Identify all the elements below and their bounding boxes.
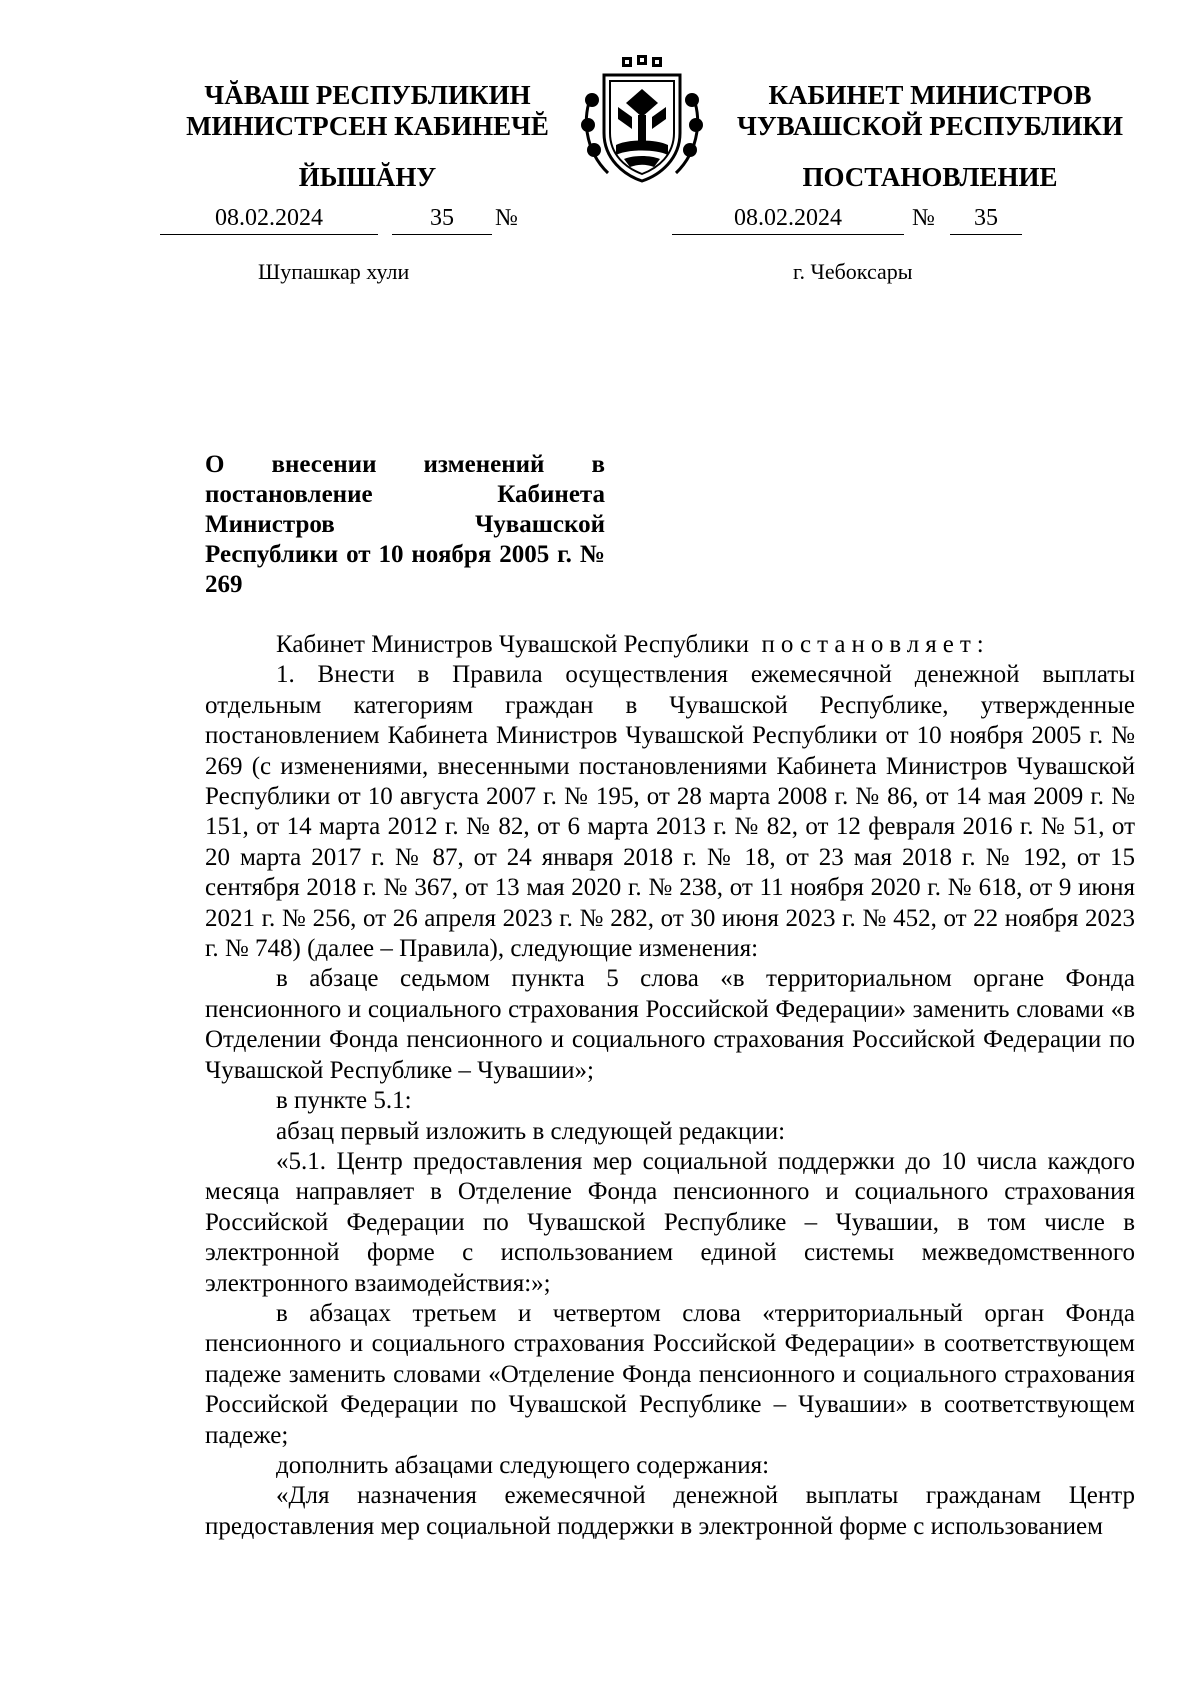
header-right-doc-type: ПОСТАНОВЛЕНИЕ [802,162,1058,192]
header-right-line2: ЧУВАШСКОЙ РЕСПУБЛИКИ [737,111,1123,141]
header-left-line1: ЧĂВАШ РЕСПУБЛИКИН [204,80,531,110]
body-paragraph: абзац первый изложить в следующей редакции: [276,1117,786,1145]
number-sign-left: № [495,205,518,231]
number-right: 35 [950,202,1022,235]
header-left-line2: МИНИСТРСЕН КАБИНЕЧĔ [186,111,549,141]
number-sign-right: № [912,205,935,231]
body-paragraph: в абзацах третьем и четвертом слова «территориальный орган Фонда пенсионного и социального страхования Российской Федерации» в соответствующем падеже заменить словами «Отделение Фонда пенсионного и социального страхования Российской Федерации по Чувашской Республике – Чувашии» в соответствующем падеже; [205,1299,1135,1449]
body-paragraph: «5.1. Центр предоставления мер социальной поддержки до 10 числа каждого месяца направляет в Отделение Фонда пенсионного и социального страхования Российской Федерации по Чувашской Республике – Чувашии, в том числе в электронной форме с использованием единой системы межведомственного электронного взаимодействия:»; [205,1147,1135,1297]
city-right: г. Чебоксары [793,259,913,284]
date-left: 08.02.2024 [160,202,378,235]
body-paragraph: в пункте 5.1: [276,1087,412,1115]
city-left: Шупашкар хули [258,259,410,284]
number-left: 35 [392,202,492,235]
body-paragraph: в абзаце седьмом пункта 5 слова «в территориальном органе Фонда пенсионного и социального страхования Российской Федерации» заменить словами «в Отделении Фонда пенсионного и социального страхования Российской Федерации по Чувашской Республике – Чувашии»; [205,965,1135,1084]
document-title: О внесении изменений в постановление Кабинета Министров Чувашской Республики от 10 ноября 2005 г. № 269 [205,451,605,598]
header-left-doc-type: ЙЫШĂНУ [298,162,437,192]
document-body [205,630,1135,1542]
body-paragraph: 1. Внести в Правила осуществления ежемесячной денежной выплаты отдельным категориям граждан в Чувашской Республике, утвержденные постановлением Кабинета Министров Чувашской Республики от 10 ноября 2005 г. № 269 (с изменениями, внесенными постановлениями Кабинета Министров Чувашской Республики от 10 августа 2007 г. № 195, от 28 марта 2008 г. № 86, от 14 мая 2009 г. № 151, от 14 марта 2012 г. № 82, от 6 марта 2013 г. № 82, от 12 февраля 2016 г. № 51, от 20 марта 2017 г. № 87, от 24 января 2018 г. № 18, от 23 мая 2018 г. № 192, от 15 сентября 2018 г. № 367, от 13 мая 2020 г. № 238, от 11 ноября 2020 г. № 618, от 9 июня 2021 г. № 256, от 26 апреля 2023 г. № 282, от 30 июня 2023 г. № 452, от 22 ноября 2023 г. № 748) (далее – Правила), следующие изменения: [205,661,1135,963]
header-left-title [170,80,565,142]
intro-lead: Кабинет Министров Чувашской Республики [276,631,750,658]
body-paragraph: дополнить абзацами следующего содержания: [276,1451,770,1479]
date-right: 08.02.2024 [672,202,904,235]
header-right-title [720,80,1140,142]
intro-paragraph [205,630,1135,660]
header-right-line1: КАБИНЕТ МИНИСТРОВ [768,80,1092,110]
coat-of-arms-icon [578,55,706,185]
intro-verb: постановляет: [761,631,990,658]
body-paragraph: «Для назначения ежемесячной денежной выплаты гражданам Центр предоставления мер социальной поддержки в электронной форме с использованием [205,1482,1135,1540]
